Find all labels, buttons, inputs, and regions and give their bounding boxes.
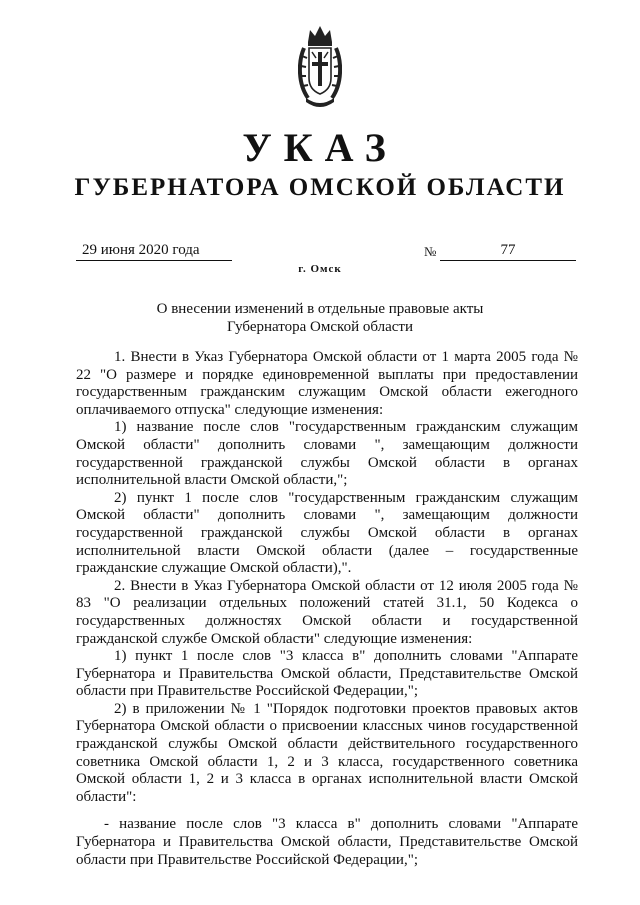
- document-date: 29 июня 2020 года: [76, 240, 232, 261]
- paragraph-2-item-1: 1) пункт 1 после слов "3 класса в" дополнить словами "Аппарате Губернатора и Правительства Омской области, Представительстве Омской области при Правительстве Российской Федерации,";: [76, 648, 578, 700]
- number-label: №: [424, 244, 437, 259]
- heading-line-2: Губернатора Омской области: [227, 319, 413, 335]
- document-type-title: УКАЗ: [242, 125, 398, 170]
- issuer-subtitle: ГУБЕРНАТОРА ОМСКОЙ ОБЛАСТИ: [74, 174, 566, 201]
- heading-line-1: О внесении изменений в отдельные правовые акты: [156, 301, 484, 317]
- coat-of-arms: [298, 22, 342, 110]
- paragraph-2: 2. Внести в Указ Губернатора Омской области от 12 июля 2005 года № 83 "О реализации отдельных положений статей 31.1, 50 Кодекса о государственных должностях Омской области и государственной гражданской службе Омской области" следующие изменения:: [76, 577, 578, 647]
- paragraph-1: 1. Внести в Указ Губернатора Омской области от 1 марта 2005 года № 22 "О размере и порядке единовременной выплаты при предоставлении государственным гражданским служащим Омской области ежегодного оплачиваемого отпуска" следующие изменения:: [76, 349, 578, 418]
- paragraph-2-subitem-dash: - название после слов "3 класса в" дополнить словами "Аппарате Губернатора и Правительства Омской области, Представительстве Омской области при Правительстве Российской Федерации,";: [76, 816, 578, 868]
- document-body: [76, 349, 578, 869]
- paragraph-1-item-2: 2) пункт 1 после слов "государственным гражданским служащим Омской области" дополнить словами ", замещающим должности государственной гражданской службы Омской области в органах исполнительной власти Омской области (далее – государственные гражданские служащие Омской области),".: [76, 489, 578, 577]
- document-number: 77: [440, 240, 576, 261]
- paragraph-2-item-2: 2) в приложении № 1 "Порядок подготовки проектов правовых актов Губернатора Омской области о присвоении классных чинов государственной гражданской службы Омской области действительного государственного советника Омской области 1, 2 и 3 класса, государственного советника Омской области 1, 2 и 3 класса в органах исполнительной власти Омской области":: [76, 700, 578, 805]
- omsk-coat-of-arms-icon: [298, 22, 342, 110]
- document-heading: [0, 300, 640, 336]
- paragraph-1-item-1: 1) название после слов "государственным гражданским служащим Омской области" дополнить словами ", замещающим должности государственной гражданской службы Омской области в органах исполнительной власти Омской области,";: [76, 419, 578, 489]
- city-label: г. Омск: [298, 263, 342, 275]
